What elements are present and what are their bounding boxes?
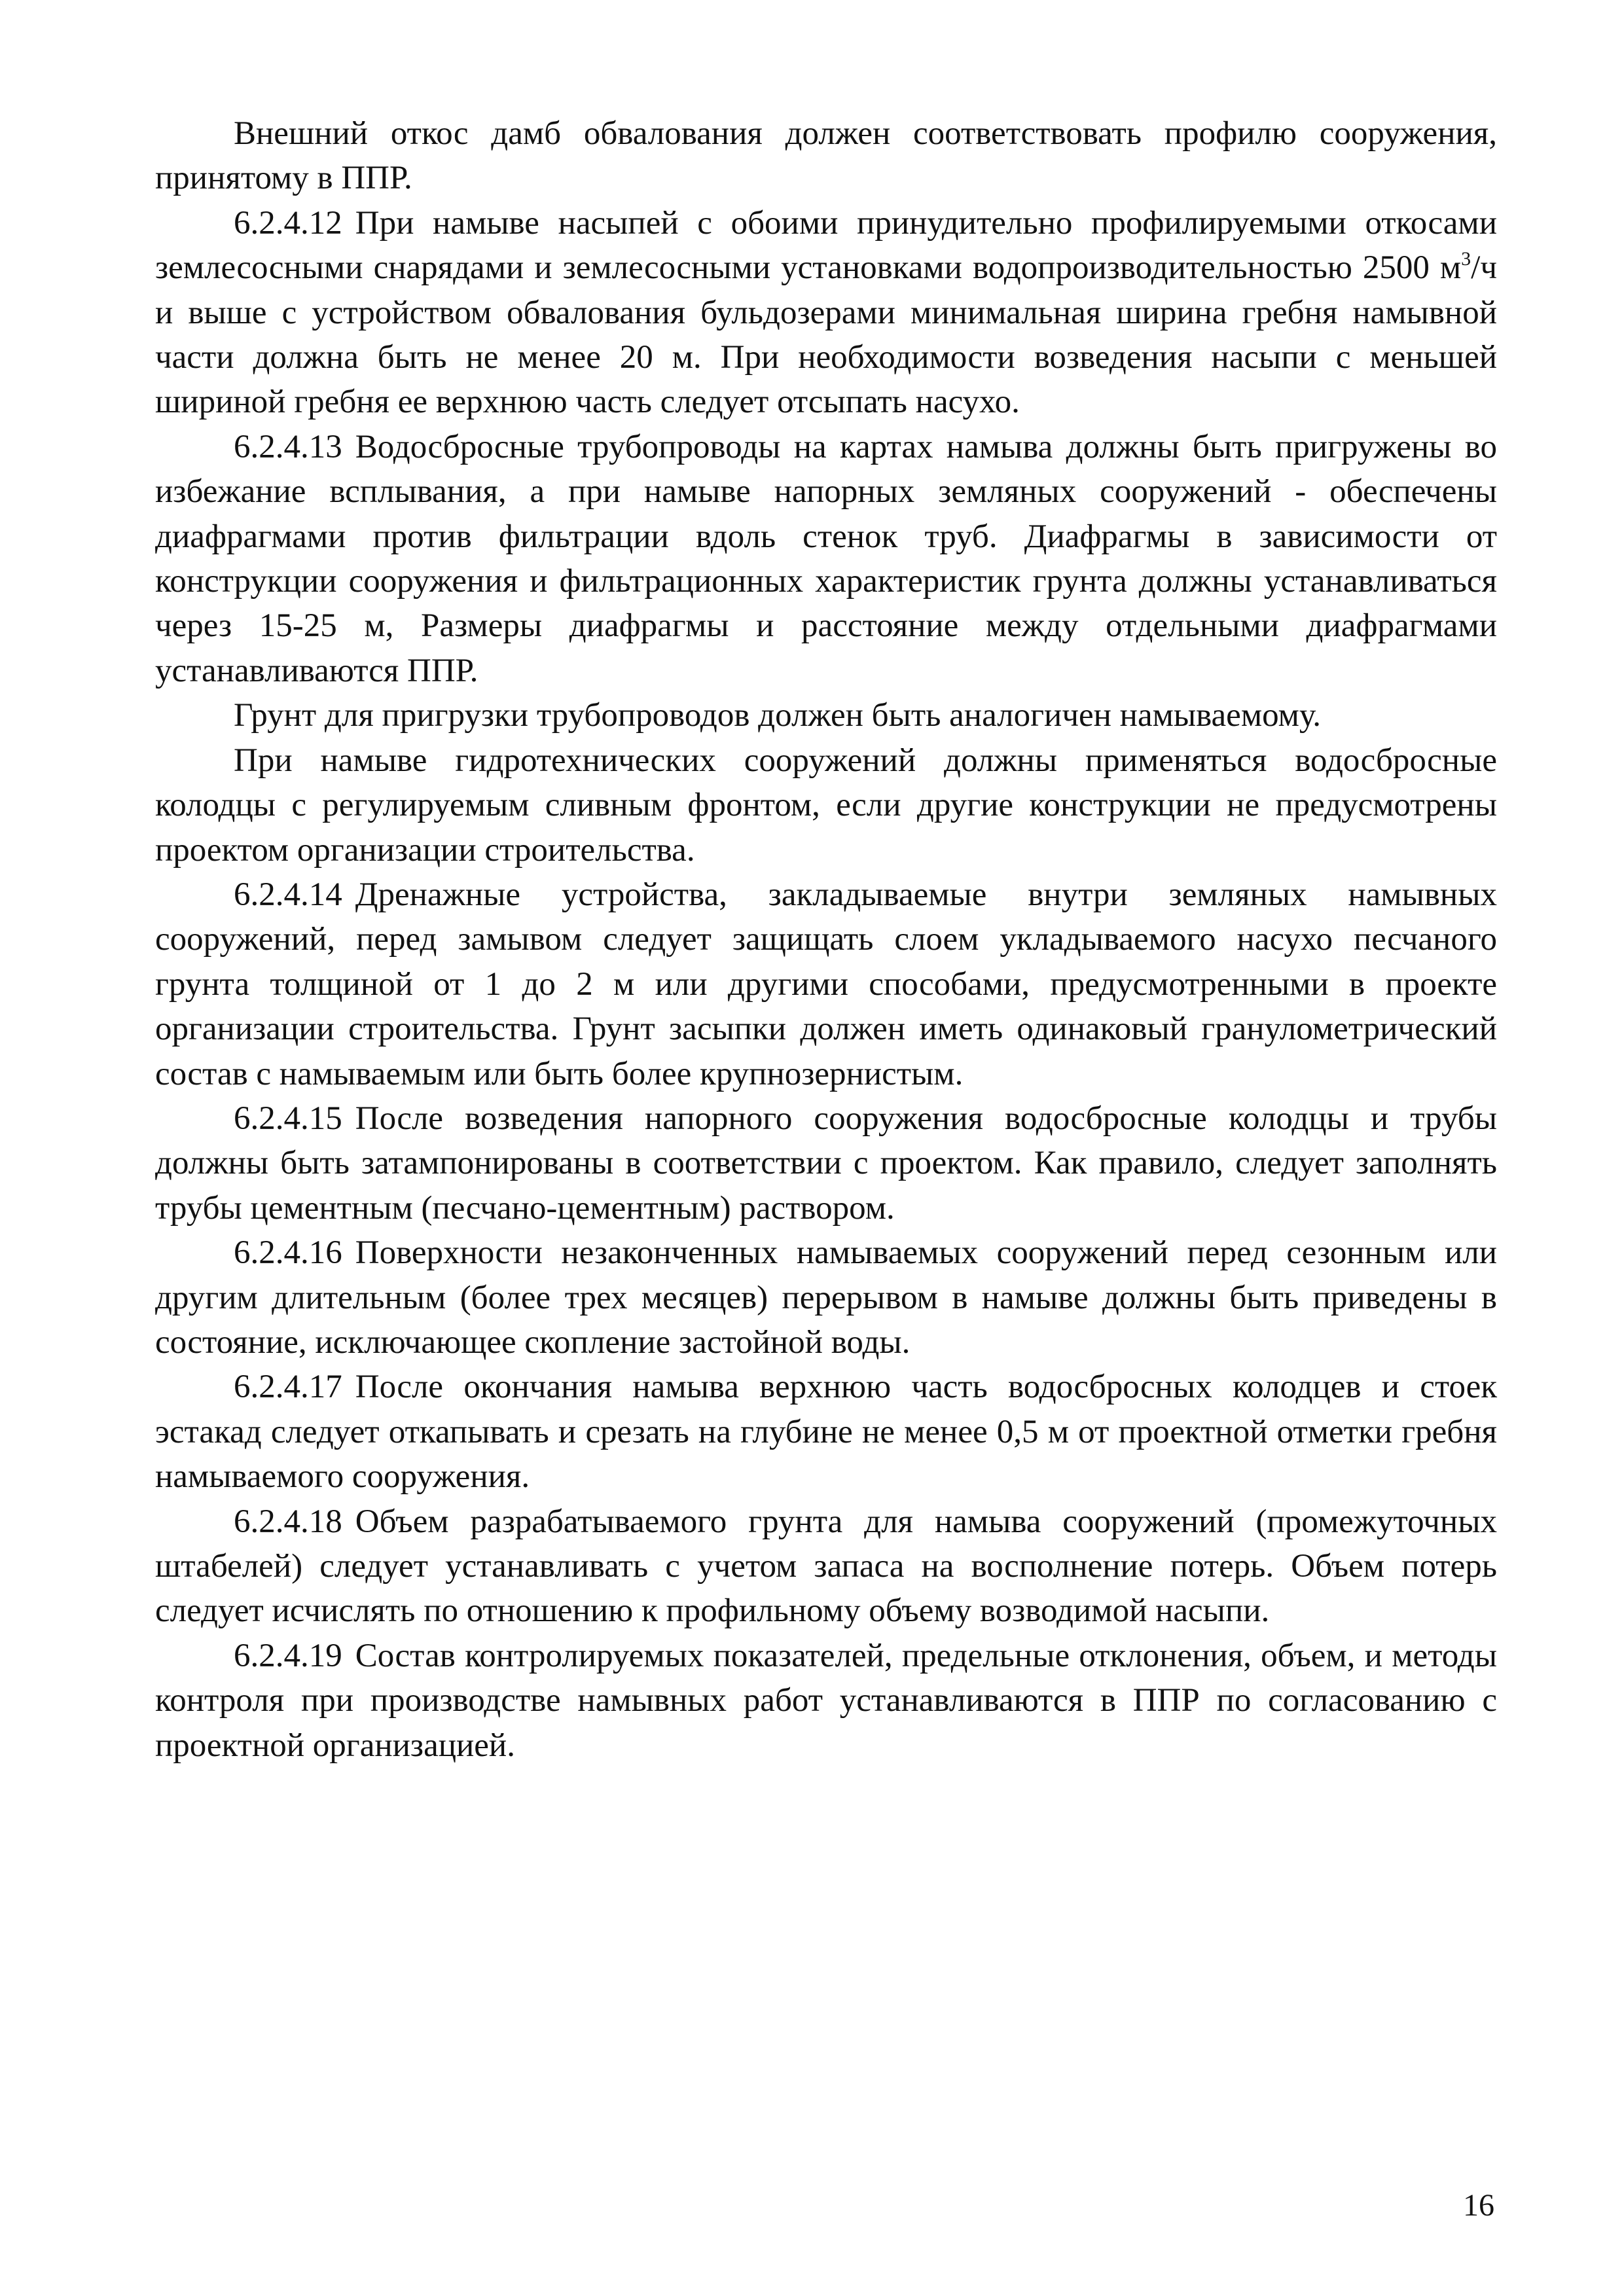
paragraph-text: Состав контролируемых показателей, предельные отклонения, объем, и методы контроля при производстве намывных работ устанавливаются в ППР по согласованию с проектной организацией. (155, 1637, 1497, 1764)
document-body (155, 111, 1497, 1768)
clause-number: 6.2.4.19 (234, 1637, 342, 1674)
paragraph-text: Объем разрабатываемого грунта для намыва сооружений (промежуточных штабелей) следует устанавливать с учетом запаса на восполнение потерь. Объем потерь следует исчислять по отношению к профильному объему возводимой насыпи. (155, 1503, 1497, 1630)
paragraph-6-2-4-13 (155, 425, 1497, 693)
page-number: 16 (1463, 2188, 1494, 2223)
clause-number: 6.2.4.16 (234, 1234, 342, 1272)
clause-number: 6.2.4.13 (234, 428, 342, 465)
paragraph-6-2-4-16 (155, 1230, 1497, 1365)
paragraph-text: Поверхности незаконченных намываемых сооружений перед сезонным или другим длительным (более трех месяцев) перерывом в намыве должны быть приведены в состояние, исключающее скопление застойной воды. (155, 1234, 1497, 1361)
paragraph-text: При намыве насыпей с обоими принудительно профилируемыми откосами землесосными снарядами и землесосными установками водопроизводительностью 2500 м (155, 204, 1497, 287)
paragraph-text-continued: /ч и выше с устройством обвалования бульдозерами минимальная ширина гребня намывной части должна быть не менее 20 м. При необходимости возведения насыпи с меньшей шириной гребня ее верхнюю часть следует отсыпать насухо. (155, 249, 1497, 421)
paragraph-6-2-4-19 (155, 1634, 1497, 1768)
clause-number: 6.2.4.17 (234, 1369, 342, 1406)
clause-number: 6.2.4.14 (234, 876, 342, 913)
paragraph-outer-slope (155, 111, 1497, 201)
paragraph-6-2-4-12 (155, 201, 1497, 425)
paragraph-6-2-4-17 (155, 1365, 1497, 1499)
paragraph-spillway-wells (155, 738, 1497, 872)
clause-number: 6.2.4.12 (234, 204, 342, 242)
paragraph-6-2-4-14 (155, 872, 1497, 1096)
paragraph-text: Грунт для пригрузки трубопроводов должен быть аналогичен намываемому. (234, 697, 1322, 734)
paragraph-6-2-4-15 (155, 1096, 1497, 1230)
paragraph-text: Водосбросные трубопроводы на картах намыва должны быть пригружены во избежание всплывания, а при намыве напорных земляных сооружений - обеспечены диафрагмами против фильтрации вдоль стенок труб. Диафрагмы в зависимости от конструкции сооружения и фильтрационных характеристик грунта должны устанавливаться через 15-25 м, Размеры диафрагмы и расстояние между отдельными диафрагмами устанавливаются ППР. (155, 428, 1497, 689)
paragraph-soil-loading (155, 693, 1497, 738)
paragraph-text: При намыве гидротехнических сооружений должны применяться водосбросные колодцы с регулируемым сливным фронтом, если другие конструкции не предусмотрены проектом организации строительства. (155, 742, 1497, 869)
paragraph-text: Внешний откос дамб обвалования должен соответствовать профилю сооружения, принятому в ППР. (155, 115, 1497, 197)
clause-number: 6.2.4.18 (234, 1503, 342, 1540)
superscript: 3 (1461, 248, 1471, 270)
clause-number: 6.2.4.15 (234, 1100, 342, 1137)
paragraph-text: После окончания намыва верхнюю часть водосбросных колодцев и стоек эстакад следует откапывать и срезать на глубине не менее 0,5 м от проектной отметки гребня намываемого сооружения. (155, 1369, 1497, 1496)
paragraph-text: После возведения напорного сооружения водосбросные колодцы и трубы должны быть затампонированы в соответствии с проектом. Как правило, следует заполнять трубы цементным (песчано-цементным) раствором. (155, 1100, 1497, 1227)
paragraph-text: Дренажные устройства, закладываемые внутри земляных намывных сооружений, перед замывом следует защищать слоем укладываемого насухо песчаного грунта толщиной от 1 до 2 м или другими способами, предусмотренными в проекте организации строительства. Грунт засыпки должен иметь одинаковый гранулометрический состав с намываемым или быть более крупнозернистым. (155, 876, 1497, 1092)
paragraph-6-2-4-18 (155, 1499, 1497, 1634)
